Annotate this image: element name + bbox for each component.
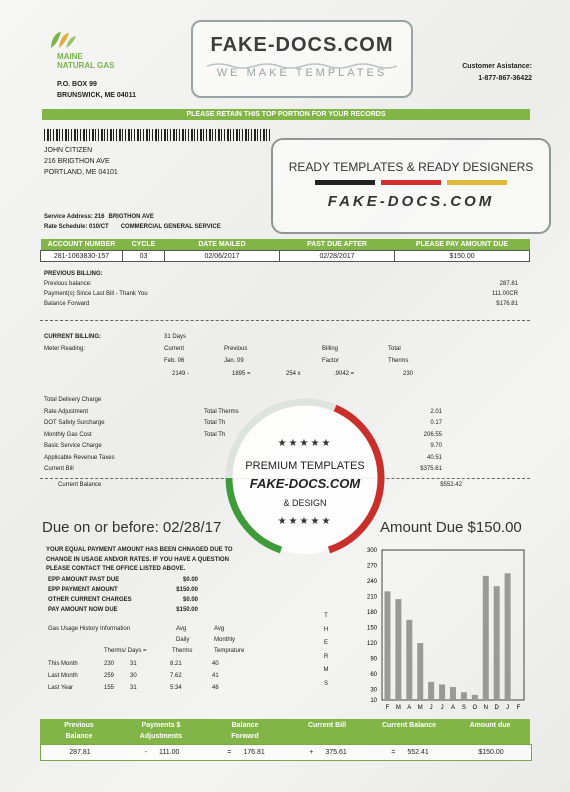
- usage-h-therms-days: Therms/ Days =: [104, 648, 147, 654]
- x-tick-label: M: [417, 705, 423, 711]
- summary-header-text: Balance: [231, 722, 259, 729]
- payments-value: 111.00CR: [491, 291, 518, 297]
- summary-header-cell: [40, 720, 118, 742]
- usage-row-label: Last Month: [48, 673, 78, 679]
- epp-label: OTHER CURRENT CHARGES: [48, 597, 132, 603]
- chart-bar: [428, 682, 434, 700]
- usage-row-temp: 46: [212, 685, 219, 691]
- summary-current-balance: 552.41: [407, 749, 429, 756]
- chart-bar: [439, 684, 445, 700]
- chart-bar: [461, 692, 467, 700]
- chart-bar: [450, 687, 456, 700]
- summary-op: +: [309, 749, 314, 756]
- charge-value: 40.51: [426, 454, 442, 461]
- usage-title: Gas Usage History Information: [48, 626, 131, 632]
- chart-bar: [417, 643, 423, 700]
- epp-value: $150.00: [176, 587, 198, 593]
- previous-billing: [44, 269, 518, 309]
- charge-label: DOT Safety Surcharge: [44, 420, 105, 426]
- charge-label: Basic Service Charge: [44, 443, 102, 449]
- due-date-text: Due on or before: 02/28/17: [42, 519, 222, 536]
- y-tick-label: 150: [366, 625, 377, 632]
- usage-h-monthly: Monthly: [214, 637, 236, 643]
- watermark-box-top: [191, 20, 413, 98]
- flag-stripes: [273, 180, 549, 185]
- reading-difference: 254 x: [286, 371, 301, 377]
- y-tick-label: 30: [370, 687, 377, 694]
- summary-header-text: Adjustments: [139, 733, 183, 740]
- header-past-due-after: PAST DUE AFTER: [280, 239, 395, 251]
- chart-bar: [472, 695, 478, 700]
- summary-payments: 111.00: [158, 749, 180, 756]
- x-tick-label: F: [385, 705, 390, 711]
- therms-letter: T: [324, 613, 328, 619]
- watermark-title: FAKE-DOCS.COM: [210, 34, 394, 56]
- summary-op: =: [227, 749, 232, 756]
- account-number: 281-1063830-157: [41, 251, 123, 262]
- chart-bar: [494, 586, 500, 700]
- header-account-number: ACCOUNT NUMBER: [41, 239, 123, 251]
- previous-billing-heading: PREVIOUS BILLING:: [44, 271, 103, 277]
- company-address-line1: P.O. BOX 99: [57, 81, 97, 88]
- premium-badge: [225, 398, 385, 558]
- watermark2-brand: FAKE-DOCS.COM: [327, 193, 495, 210]
- y-tick-label: 90: [370, 656, 377, 663]
- retain-banner: [42, 109, 530, 120]
- charge-mid: Total Therms: [204, 408, 239, 415]
- charge-mid: Total Th: [204, 431, 226, 438]
- charge-mid: Total Th: [204, 420, 226, 426]
- previous-balance-row: [44, 279, 518, 289]
- usage-row-label: Last Year: [48, 685, 74, 691]
- usage-row-label: This Month: [48, 661, 78, 667]
- usage-row-daily: 8.21: [170, 661, 182, 667]
- balance-forward-row: [44, 299, 518, 309]
- account-table-values: [41, 251, 530, 262]
- chart-bar: [406, 620, 412, 700]
- header-date-mailed: DATE MAILED: [165, 239, 280, 251]
- balance-forward-value: $176.81: [496, 301, 518, 307]
- col-previous: Previous: [224, 346, 248, 352]
- reading-previous: 1895 =: [232, 371, 251, 377]
- summary-cell: [287, 745, 369, 760]
- billing-days: 31 Days: [164, 334, 187, 340]
- summary-cell: [41, 745, 119, 760]
- customer-address: [44, 145, 118, 178]
- summary-op: -: [144, 749, 147, 756]
- y-tick-label: 210: [366, 594, 377, 601]
- stripe-yellow: [447, 180, 507, 185]
- epp-label: EPP AMOUNT PAST DUE: [48, 577, 120, 583]
- reading-therms: 230: [403, 371, 414, 377]
- epp-list: [48, 575, 198, 615]
- amount-due-text: Amount Due $150.00: [380, 519, 522, 536]
- badge-line1: PREMIUM TEMPLATES: [245, 460, 365, 472]
- epp-label: EPP PAYMENT AMOUNT: [48, 587, 118, 593]
- reading-factor: .9042 =: [334, 371, 355, 377]
- charge-value: 0.17: [430, 420, 442, 426]
- account-table-header: [41, 239, 530, 251]
- charge-label: Current Bill: [44, 466, 74, 472]
- summary-header-cell: [450, 720, 530, 742]
- charge-value: $375.61: [420, 466, 442, 472]
- col-current: Current: [164, 346, 185, 352]
- x-tick-label: A: [450, 705, 456, 711]
- y-tick-label: 240: [366, 579, 377, 586]
- summary-header-cell: [368, 720, 450, 742]
- customer-street: 216 BRIGTHON AVE: [44, 158, 110, 165]
- usage-row-days: 31: [130, 685, 137, 691]
- chart-frame: [382, 550, 524, 700]
- summary-cell: [451, 745, 531, 760]
- usage-row-therms: 155: [104, 685, 115, 691]
- usage-chart: [352, 540, 532, 715]
- x-tick-label: M: [395, 705, 401, 711]
- usage-h-avg1: Avg: [176, 626, 187, 632]
- past-due-after: 02/28/2017: [280, 251, 395, 262]
- charge-label: Total Delivery Charge: [44, 397, 102, 403]
- company-name-line2: NATURAL GAS: [57, 61, 115, 70]
- usage-rows: [48, 658, 238, 694]
- summary-header-text: Forward: [231, 733, 259, 740]
- y-tick-label: 180: [366, 610, 377, 617]
- summary-header-text: Amount due: [469, 722, 511, 729]
- therms-letter: H: [323, 626, 329, 633]
- epp-row: [48, 575, 198, 585]
- company-address-line2: BRUNSWICK, ME 04011: [57, 92, 136, 99]
- date-previous: Jan. 09: [224, 358, 244, 364]
- payments-row: [44, 289, 518, 299]
- company-address: [57, 79, 136, 101]
- current-billing-heading: CURRENT BILLING:: [44, 334, 101, 340]
- summary-header-row: [40, 720, 530, 742]
- summary-header-cell: [118, 720, 204, 742]
- rate-schedule-value: COMMERCIAL GENERAL SERVICE: [120, 224, 221, 230]
- usage-h-daily: Daily: [176, 637, 190, 643]
- therms-letter: E: [323, 640, 328, 646]
- col-therms: Therms: [388, 358, 409, 364]
- chart-bar: [384, 591, 390, 700]
- wave-line-icon: [207, 62, 397, 70]
- summary-header-text: Current Balance: [381, 722, 437, 729]
- rate-schedule-label: Rate Schedule: 010/CT: [44, 224, 109, 230]
- service-info: [44, 212, 221, 232]
- epp-row: [48, 585, 198, 595]
- notice-line: PLEASE CONTACT THE OFFICE LISTED ABOVE.: [46, 566, 186, 572]
- usage-row: [48, 670, 238, 682]
- reading-current: 2149 -: [172, 371, 190, 377]
- customer-assistance: [446, 62, 532, 83]
- therms-vertical-label: [322, 610, 330, 691]
- summary-cell: [205, 745, 287, 760]
- summary-amount-due: $150.00: [478, 749, 504, 756]
- usage-row-temp: 40: [212, 661, 219, 667]
- x-tick-label: J: [429, 705, 433, 711]
- notice-line: YOUR EQUAL PAYMENT AMOUNT HAS BEEN CHNAGED DUE TO: [46, 547, 233, 553]
- summary-header-text: Payments $: [141, 722, 181, 729]
- service-address-row: [44, 212, 221, 222]
- therms-letter: R: [323, 653, 329, 660]
- current-balance-value: $552.42: [440, 482, 462, 488]
- barcode: [44, 129, 270, 141]
- summary-header-cell: [286, 720, 368, 742]
- summary-op: =: [391, 749, 396, 756]
- y-tick-label: 120: [366, 641, 377, 648]
- chart-bar: [395, 599, 401, 700]
- charge-value: 2.01: [430, 408, 442, 415]
- date-mailed: 02/06/2017: [165, 251, 280, 262]
- epp-value: $0.00: [182, 577, 198, 583]
- customer-name: JOHN CITIZEN: [44, 147, 93, 154]
- y-tick-label: 60: [370, 672, 377, 679]
- col-total: Total: [388, 346, 401, 352]
- amount-due: $150.00: [395, 251, 530, 262]
- summary-header-text: Current Bill: [307, 722, 347, 729]
- col-factor: Factor: [322, 358, 340, 364]
- customer-assistance-label: Customer Asistance:: [462, 63, 532, 70]
- x-tick-label: D: [494, 705, 499, 711]
- epp-row: [48, 605, 198, 615]
- summary-cell: [369, 745, 451, 760]
- chart-bar: [483, 576, 489, 700]
- usage-row: [48, 682, 238, 694]
- usage-row-days: 30: [130, 673, 137, 679]
- date-current: Feb. 06: [164, 358, 185, 364]
- usage-row: [48, 658, 238, 670]
- col-billing: Billing: [322, 346, 339, 352]
- charge-value: 9.70: [430, 443, 442, 449]
- usage-row-days: 31: [130, 661, 137, 667]
- account-table: [40, 239, 530, 262]
- usage-row-daily: 5.34: [170, 685, 182, 691]
- epp-value: $150.00: [176, 607, 198, 613]
- usage-h-temp: Temprature: [214, 648, 245, 654]
- epp-value: $0.00: [182, 597, 198, 603]
- y-tick-label: 10: [370, 698, 377, 704]
- chart-bar: [505, 573, 511, 700]
- x-tick-label: N: [483, 705, 488, 711]
- notice-line: CHANGE IN USAGE AND/OR RATES. IF YOU HAVE A QUESTION: [46, 556, 230, 563]
- usage-row-therms: 259: [104, 673, 115, 679]
- company-name: [57, 52, 114, 70]
- stripe-red: [381, 180, 441, 185]
- payments-label: Payment(s) Since Last Bill - Thank You: [44, 291, 148, 297]
- summary-balance-forward: 176.81: [243, 749, 265, 756]
- watermark-box-right: [271, 138, 551, 234]
- previous-balance-value: 287.81: [499, 281, 518, 287]
- header-amount-due: PLEASE PAY AMOUNT DUE: [395, 239, 530, 251]
- company-logo-icon: [49, 30, 77, 50]
- cycle: 03: [123, 251, 165, 262]
- summary-header-cell: [204, 720, 286, 742]
- summary-previous-balance: 287.81: [69, 749, 91, 756]
- watermark2-line1: READY TEMPLATES & READY DESIGNERS: [288, 160, 534, 174]
- summary-current-bill: 375.61: [325, 749, 347, 756]
- charge-label: Applicable Revenue Taxes: [44, 454, 115, 461]
- x-tick-label: J: [440, 705, 444, 711]
- watermark-tagline: WE MAKE TEMPLATES: [216, 67, 388, 79]
- notice-text: [46, 546, 233, 575]
- current-balance-label: Current Balance: [58, 482, 102, 488]
- badge-stars-bottom: ★★★★★: [277, 516, 333, 527]
- usage-row-therms: 230: [104, 661, 115, 667]
- x-tick-label: S: [461, 705, 466, 711]
- balance-forward-label: Balance Forward: [44, 301, 90, 307]
- badge-stars-top: ★★★★★: [277, 438, 333, 449]
- x-tick-label: F: [516, 705, 521, 711]
- therms-letter: M: [323, 667, 329, 673]
- epp-row: [48, 595, 198, 605]
- x-tick-label: J: [506, 705, 510, 711]
- badge-line3: & DESIGN: [283, 498, 327, 508]
- rate-schedule-row: [44, 222, 221, 232]
- retain-text: PLEASE RETAIN THIS TOP PORTION FOR YOUR RECORDS: [186, 111, 386, 118]
- usage-row-temp: 41: [212, 673, 219, 679]
- divider: [40, 320, 530, 321]
- x-tick-label: O: [472, 705, 478, 711]
- summary-values-row: [40, 744, 532, 761]
- company-name-line1: MAINE: [57, 52, 83, 61]
- charge-label: Rate Adjustment: [44, 408, 89, 415]
- summary-header-text: Previous: [64, 722, 94, 729]
- service-address-label: Service Address: 216: [44, 214, 105, 220]
- usage-h-avg2: Avg: [214, 626, 225, 632]
- customer-assistance-phone: 1-877-867-36422: [478, 75, 532, 82]
- previous-balance-label: Previous balance:: [44, 281, 92, 287]
- summary-cell: [119, 745, 205, 760]
- usage-h-therms: Therms: [172, 648, 193, 654]
- stripe-black: [315, 180, 375, 185]
- meter-reading-label: Meter Reading:: [44, 346, 86, 352]
- x-tick-label: A: [407, 705, 412, 711]
- y-tick-label: 300: [366, 548, 377, 554]
- badge-brand: FAKE-DOCS.COM: [249, 476, 361, 491]
- epp-label: PAY AMOUNT NOW DUE: [48, 607, 118, 613]
- charge-label: Monthly Gas Cost: [44, 431, 92, 438]
- charge-value: 206.55: [423, 431, 442, 438]
- service-address-value: BRIGTHON AVE: [108, 214, 154, 220]
- therms-letter: S: [323, 680, 328, 687]
- header-cycle: CYCLE: [123, 239, 165, 251]
- customer-city: PORTLAND, ME 04101: [44, 169, 118, 176]
- y-tick-label: 270: [366, 563, 377, 570]
- summary-header-text: Balance: [65, 733, 93, 740]
- usage-row-daily: 7.62: [170, 673, 182, 679]
